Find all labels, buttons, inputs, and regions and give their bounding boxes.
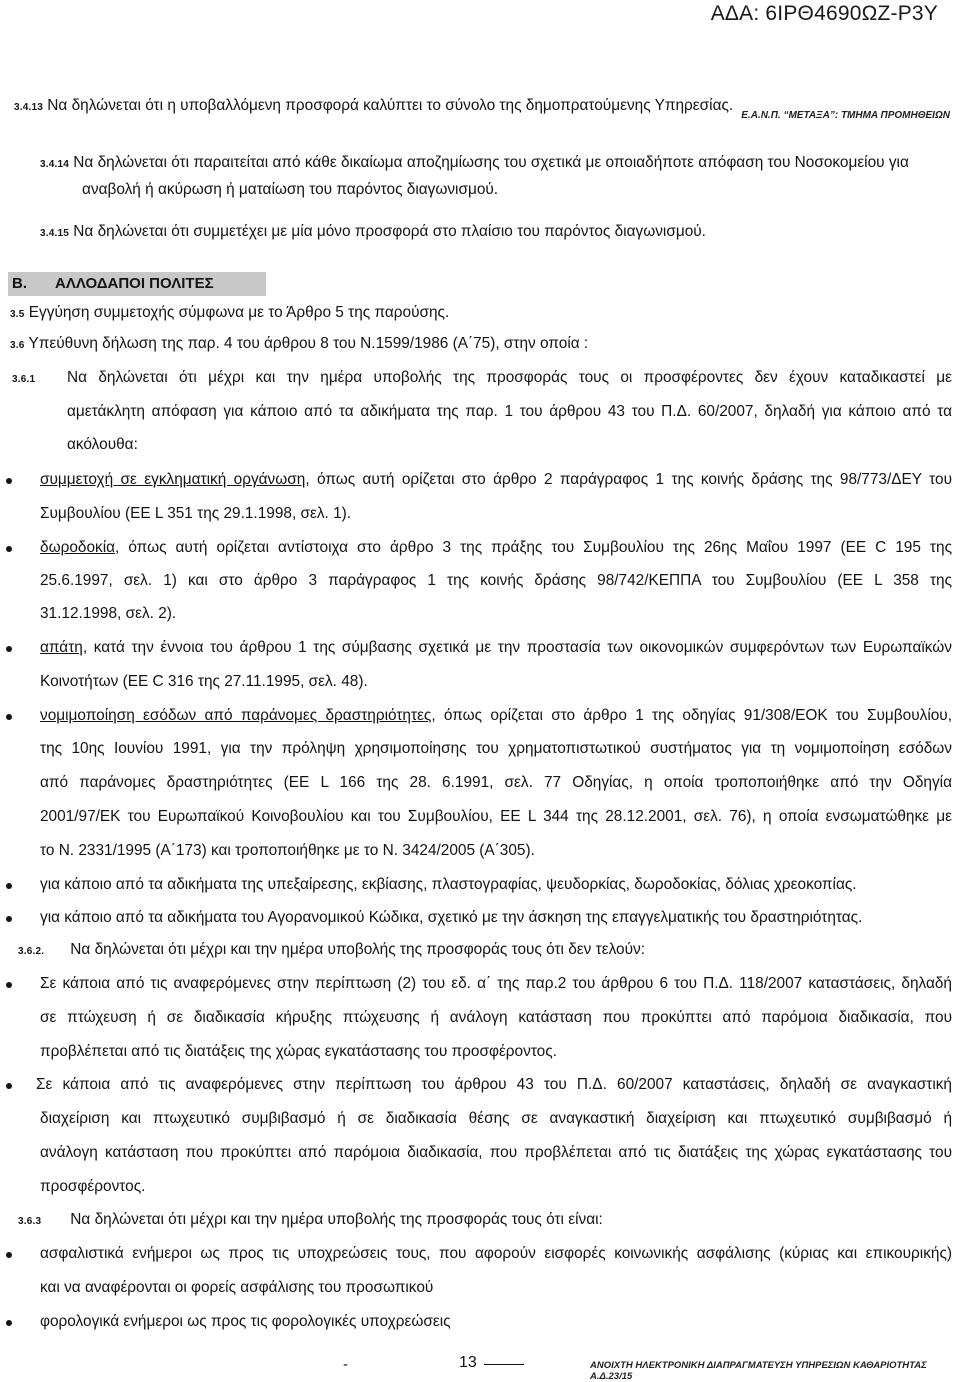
status-item-1-cont: σε πτώχευση ή σε διαδικασία κήρυξης πτώχευσης ή ανάλογη κατάσταση που προκύπτει από παρόμοια διαδικασία, που bbox=[40, 1009, 952, 1026]
clause-text: Υπεύθυνη δήλωση της παρ. 4 του άρθρου 8 του Ν.1599/1986 (Α΄75), στην οποία : bbox=[28, 335, 589, 352]
clause-3-5 bbox=[10, 303, 952, 325]
organization-header: Ε.Α.Ν.Π. “ΜΕΤΑΞΑ”: ΤΜΗΜΑ ΠΡΟΜΗΘΕΙΩΝ bbox=[741, 110, 950, 121]
status-item-2-cont: ανάλογη κατάσταση που προκύπτει από παρόμοια διαδικασία, που προβλέπεται από τις διατάξεις της χώρας εγκατάστασης του bbox=[40, 1144, 952, 1161]
footer-dash: - bbox=[343, 1356, 348, 1373]
compliance-item-1: ασφαλιστικά ενήμεροι ως προς τις υποχρεώσεις τους, που αφορούν εισφορές κοινωνικής ασφάλισης (κύριας και επικουρικής) bbox=[40, 1245, 952, 1262]
status-item-2: Σε κάποια από τις αναφερόμενες στην περίπτωση του άρθρου 43 του Π.Δ. 60/2007 καταστάσεις, δηλαδή σε αναγκαστική bbox=[36, 1076, 952, 1093]
status-item-1: Σε κάποια από τις αναφερόμενες στην περίπτωση (2) του εδ. α΄ της παρ.2 του άρθρου 6 του Π.Δ. 118/2007 καταστάσεις, δηλαδή bbox=[40, 975, 952, 992]
bullet-icon bbox=[6, 883, 12, 889]
clause-3-6-1-line1: Να δηλώνεται ότι μέχρι και την ημέρα υποβολής της προσφοράς τους οι προσφέροντες δεν έχουν καταδικαστεί με bbox=[67, 369, 952, 386]
offence-term: δωροδοκία bbox=[40, 539, 116, 556]
bullet-icon bbox=[6, 1320, 12, 1326]
status-item-2-cont: προσφέροντος. bbox=[40, 1178, 146, 1195]
clause-text: Να δηλώνεται ότι μέχρι και την ημέρα υποβολής της προσφοράς τους ότι δεν τελούν: bbox=[70, 941, 645, 958]
bullet-icon bbox=[6, 982, 12, 988]
offence-item-4-cont: από παράνομες δραστηριότητες (ΕΕ L 166 της 28. 6.1991, σελ. 77 Οδηγίας, η οποία τροποποιήθηκε από την Οδηγία bbox=[40, 774, 952, 791]
bullet-icon bbox=[6, 646, 12, 652]
clause-3-6-3 bbox=[18, 1210, 952, 1232]
clause-3-6-2 bbox=[18, 940, 952, 962]
footer-note: ΑΝΟΙΧΤΗ ΗΛΕΚΤΡΟΝΙΚΗ ΔΙΑΠΡΑΓΜΑΤΕΥΣΗ ΥΠΗΡΕΣΙΩΝ ΚΑΘΑΡΙΟΤΗΤΑΣ Α.Δ.23/15 bbox=[590, 1360, 927, 1382]
clause-3-6-1-line3: ακόλουθα: bbox=[67, 436, 138, 453]
footer-rule bbox=[484, 1364, 524, 1365]
offence-item-5: για κάποιο από τα αδικήματα της υπεξαίρεσης, εκβίασης, πλαστογραφίας, ψευδορκίας, δωροδοκίας, δόλιας χρεοκοπίας. bbox=[40, 876, 857, 893]
offence-item-3-cont: Κοινοτήτων (ΕΕ C 316 της 27.11.1995, σελ. 48). bbox=[40, 673, 368, 690]
offence-item-2: δωροδοκία, όπως αυτή ορίζεται αντίστοιχα στο άρθρο 3 της πράξης του Συμβουλίου της 26ης Μαΐου 1997 (ΕΕ C 195 της bbox=[40, 539, 952, 556]
clause-3-6-1-line2: αμετάκλητη απόφαση για κάποιο από τα αδικήματα της παρ. 1 του άρθρου 43 του Π.Δ. 60/2007, δηλαδή για κάποιο από τα bbox=[67, 403, 952, 420]
clause-text: Εγγύηση συμμετοχής σύμφωνα με το Άρθρο 5 της παρούσης. bbox=[28, 304, 450, 321]
offence-term: συμμετοχή σε εγκληματική οργάνωση bbox=[40, 471, 306, 488]
bullet-icon bbox=[6, 478, 12, 484]
offence-item-4: νομιμοποίηση εσόδων από παράνομες δραστηριότητες, όπως ορίζεται στο άρθρο 1 της οδηγίας 91/308/ΕΟΚ του Συμβουλίου, bbox=[40, 707, 952, 724]
offence-item-2-cont: 31.12.1998, σελ. 2). bbox=[40, 605, 177, 622]
clause-text: Να δηλώνεται ότι η υποβαλλόμενη προσφορά καλύπτει το σύνολο της δημοπρατούμενης Υπηρεσίας. bbox=[47, 97, 734, 114]
section-title: ΑΛΛΟΔΑΠΟΙ ΠΟΛΙΤΕΣ bbox=[55, 275, 214, 292]
offence-item-4-cont: της 10ης Ιουνίου 1991, για την πρόληψη χρησιμοποίησης του χρηματοπιστωτικού συστήματος για τη νομιμοποίηση εσόδων bbox=[40, 740, 952, 757]
bullet-icon bbox=[6, 916, 12, 922]
offence-item-3: απάτη, κατά την έννοια του άρθρου 1 της σύμβασης σχετικά με την προστασία των οικονομικών συμφερόντων των Ευρωπαϊκών bbox=[40, 639, 952, 656]
bullet-icon bbox=[6, 546, 12, 552]
offence-item-1-cont: Συμβουλίου (ΕΕ L 351 της 29.1.1998, σελ. 1). bbox=[40, 505, 352, 522]
clause-number: 3.4.14 bbox=[40, 159, 70, 170]
clause-number: 3.6.3 bbox=[18, 1216, 42, 1227]
clause-text: Να δηλώνεται ότι μέχρι και την ημέρα υποβολής της προσφοράς τους ότι είναι: bbox=[70, 1211, 603, 1228]
bullet-icon bbox=[6, 1083, 12, 1089]
clause-number: 3.4.15 bbox=[40, 228, 70, 239]
clause-text: Να δηλώνεται ότι παραιτείται από κάθε δικαίωμα αποζημίωσης του σχετικά με οποιαδήποτε απόφαση του Νοσοκομείου για bbox=[73, 154, 909, 171]
clause-3-6 bbox=[10, 334, 952, 356]
offence-item-2-cont: 25.6.1997, σελ. 1) και στο άρθρο 3 παράγραφος 1 της κοινής δράσης 98/742/ΚΕΠΠΑ του Συμβουλίου (ΕΕ L 358 της bbox=[40, 572, 952, 589]
clause-number: 3.6.2. bbox=[18, 946, 45, 957]
clause-3-4-13 bbox=[14, 96, 952, 118]
offence-item-6: για κάποιο από τα αδικήματα του Αγορανομικού Κώδικα, σχετικό με την άσκηση της επαγγελματικής του δραστηριότητας. bbox=[40, 909, 863, 926]
offence-term: νομιμοποίηση εσόδων από παράνομες δραστηριότητες bbox=[40, 707, 432, 724]
ada-identifier: ΑΔΑ: 6ΙΡΘ4690ΩΖ-Ρ3Υ bbox=[710, 2, 938, 25]
clause-number: 3.6 bbox=[10, 340, 25, 351]
clause-3-4-14-cont: αναβολή ή ακύρωση ή ματαίωση του παρόντος διαγωνισμού. bbox=[82, 181, 499, 198]
clause-3-4-14 bbox=[40, 153, 952, 175]
compliance-item-2: φορολογικά ενήμεροι ως προς τις φορολογικές υποχρεώσεις bbox=[40, 1313, 451, 1330]
clause-number: 3.6.1 bbox=[12, 374, 36, 385]
offence-item-4-cont: το Ν. 2331/1995 (Α΄173) και τροποποιήθηκε με το Ν. 3424/2005 (Α΄305). bbox=[40, 842, 535, 859]
section-letter: Β. bbox=[12, 275, 27, 292]
status-item-1-cont: προβλέπεται από τις διατάξεις της χώρας εγκατάστασης του προσφέροντος. bbox=[40, 1043, 557, 1060]
status-item-2-cont: διαχείριση και πτωχευτικό συμβιβασμό ή σε διαδικασία θέσης σε αναγκαστική διαχείριση και πτωχευτικό συμβιβασμό ή bbox=[40, 1110, 952, 1127]
compliance-item-1-cont: και να αναφέρονται οι φορείς ασφάλισης του προσωπικού bbox=[40, 1279, 434, 1296]
offence-item-1: συμμετοχή σε εγκληματική οργάνωση, όπως αυτή ορίζεται στο άρθρο 2 παράγραφος 1 της κοινής δράσης της 98/773/ΔΕΥ του bbox=[40, 471, 952, 488]
offence-term: απάτη bbox=[40, 639, 83, 656]
clause-number: 3.4.13 bbox=[14, 102, 44, 113]
offence-item-4-cont: 2001/97/ΕΚ του Ευρωπαϊκού Κοινοβουλίου και του Συμβουλίου, ΕΕ L 344 της 28.12.2001, σελ. 76), η οποία ενσωματώθηκε με bbox=[40, 808, 952, 825]
page-number: 13 bbox=[459, 1354, 477, 1371]
clause-number: 3.5 bbox=[10, 309, 25, 320]
bullet-icon bbox=[6, 1252, 12, 1258]
clause-3-4-15 bbox=[40, 222, 952, 244]
section-b-heading bbox=[8, 272, 266, 296]
clause-text: Να δηλώνεται ότι συμμετέχει με μία μόνο προσφορά στο πλαίσιο του παρόντος διαγωνισμού. bbox=[73, 223, 706, 240]
bullet-icon bbox=[6, 714, 12, 720]
